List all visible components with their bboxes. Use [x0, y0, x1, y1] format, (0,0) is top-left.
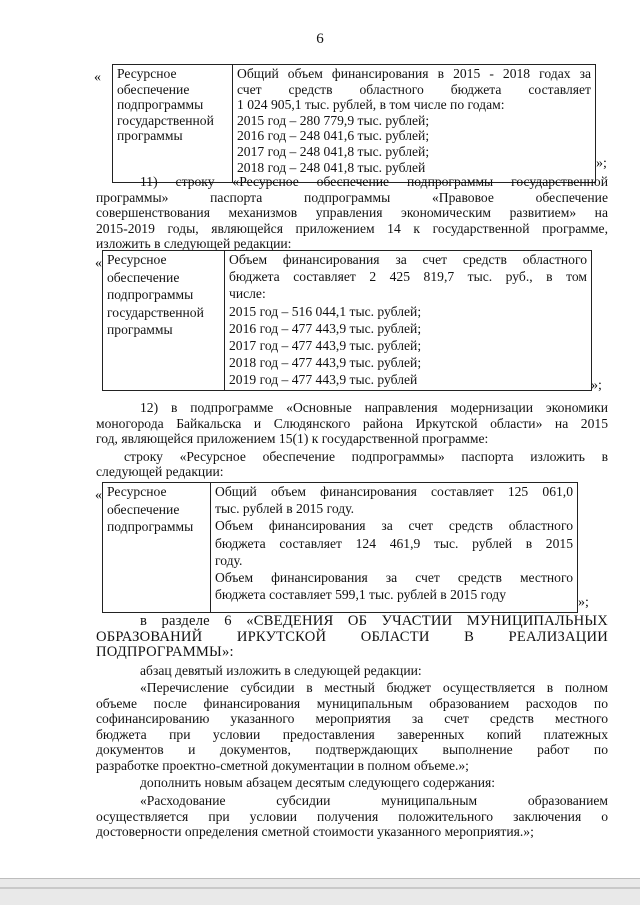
table2-right-cell: Объем финансирования за счет средств областного бюджета составляет 2 425 819,7 тыс. руб., в том числе: 2015 год – 516 044,1 тыс. рублей; 2016 год – 477 443,9 тыс. рублей; 2017 год – 477 443,9 тыс. рублей; 2018 год – 477 443,9 тыс. рублей; 2019 год – 477 443,9 тыс. рублей: [225, 251, 592, 391]
paragraph-9-intro: абзац девятый изложить в следующей редакции:: [140, 663, 422, 678]
table2: [102, 250, 592, 391]
table1-open-quote: «: [94, 70, 101, 85]
paragraph-11: 11) строку «Ресурсное обеспечение подпрограммы государственной программы» паспорта подпрограммы «Правовое обеспечение совершенствования механизмов управления экономическим развитием» на 2015-2019 годы, являющейся приложением 14 к государственной программе, изложить в следующей редакции:: [96, 174, 608, 252]
table3-left-cell: Ресурсное обеспечение подпрограммы: [103, 483, 211, 613]
table1-close-quote: »;: [596, 156, 607, 171]
paragraph-10-text: «Расходование субсидии муниципальным образованием осуществляется при условии получения положительного заключения о достоверности определения сметной стоимости указанного мероприятия.»;: [96, 793, 608, 840]
paragraph-10-intro: дополнить новым абзацем десятым следующего содержания:: [140, 775, 496, 790]
section-6-heading: в разделе 6 «СВЕДЕНИЯ ОБ УЧАСТИИ МУНИЦИПАЛЬНЫХ ОБРАЗОВАНИЙ ИРКУТСКОЙ ОБЛАСТИ В РЕАЛИЗАЦИИ ПОДПРОГРАММЫ»:: [96, 613, 608, 661]
page-number: 6: [316, 31, 324, 47]
scan-bottom-edge: [0, 878, 640, 905]
table1-right-cell: Общий объем финансирования в 2015 - 2018 годах за счет средств областного бюджета составляет 1 024 905,1 тыс. рублей, в том числе по годам: 2015 год – 280 779,9 тыс. рублей; 2016 год – 248 041,6 тыс. рублей; 2017 год – 248 041,8 тыс. рублей; 2018 год – 248 041,8 тыс. рублей: [233, 65, 596, 183]
table1-left-cell: Ресурсное обеспечение подпрограммы государственной программы: [113, 65, 233, 183]
table3-close-quote: »;: [578, 595, 589, 610]
table3: [102, 482, 578, 613]
table3-right-cell: Общий объем финансирования составляет 125 061,0 тыс. рублей в 2015 году. Объем финансирования за счет средств областного бюджета составляет 124 461,9 тыс. рублей в 2015 году. Объем финансирования за счет средств местного бюджета составляет 599,1 тыс. рублей в 2015 году: [211, 483, 578, 613]
table2-close-quote: »;: [591, 378, 602, 393]
table1: [112, 64, 596, 183]
table2-left-cell: Ресурсное обеспечение подпрограммы государственной программы: [103, 251, 225, 391]
paragraph-12: 12) в подпрограмме «Основные направления модернизации экономики моногорода Байкальска и Слюдянского района Иркутской области» на 2015 год, являющейся приложением 15(1) к государственной программе: строку «Ресурсное обеспечение подпрограммы» паспорта изложить в следующей редакции:: [96, 400, 608, 480]
paragraph-9-text: «Перечисление субсидии в местный бюджет осуществляется в полном объеме после финансирования муниципальным образованием расходов по софинансированию указанного мероприятия за счет средств местного бюджета при условии предоставления заверенных копий платежных документов и документов, подтверждающих выполнение работ по разработке проектно-сметной документации в полном объеме.»;: [96, 680, 608, 773]
table3-open-quote: «: [95, 488, 102, 503]
table2-open-quote: «: [95, 256, 102, 271]
